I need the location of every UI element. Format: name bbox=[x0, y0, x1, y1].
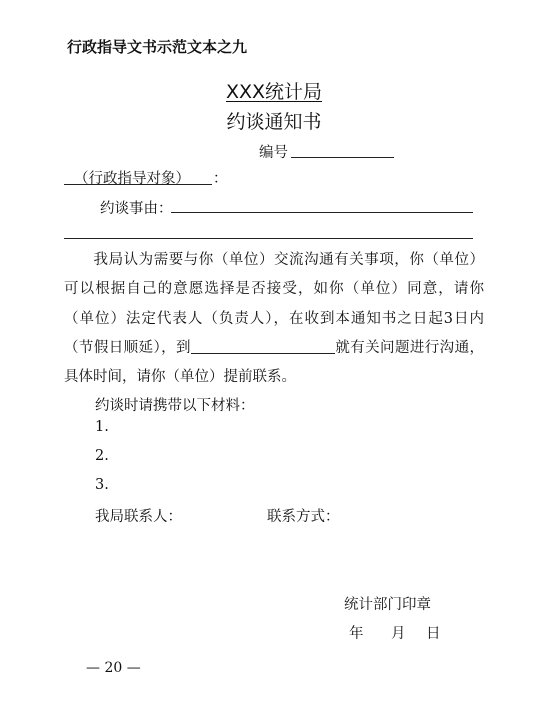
location-blank bbox=[191, 339, 335, 354]
materials-item: 3. bbox=[95, 477, 109, 493]
recipient-colon: ： bbox=[213, 171, 228, 187]
date-day: 日 bbox=[426, 626, 441, 642]
number-label: 编号 bbox=[259, 145, 288, 161]
organization-name: XXX统计局 bbox=[225, 81, 323, 103]
contact-person-label: 我局联系人： bbox=[95, 509, 182, 525]
seal-label: 统计部门印章 bbox=[344, 597, 431, 613]
recipient-label: （行政指导对象） bbox=[74, 171, 190, 187]
document-header: 行政指导文书示范文本之九 bbox=[67, 38, 248, 56]
materials-label: 约谈时请携带以下材料： bbox=[95, 398, 255, 414]
reason-label: 约谈事由： bbox=[100, 201, 173, 217]
paragraph-part-1: 我局认为需要与你（单位）交流沟通有关事项，你（单位）可以根据自己的意愿选择是否接受，如你（单位）同意，请你（单位）法定代表人（负责人），在收到本通知书之日起3日内（节假日顺延），到 bbox=[64, 252, 484, 356]
date-month: 月 bbox=[391, 626, 406, 642]
date-year: 年 bbox=[349, 626, 364, 642]
number-blank bbox=[291, 157, 394, 158]
recipient-underline bbox=[64, 184, 212, 185]
page-number: — 20 — bbox=[86, 660, 141, 676]
reason-blank-line-2 bbox=[64, 238, 473, 239]
title-organization bbox=[0, 77, 548, 104]
materials-item: 2. bbox=[95, 448, 109, 464]
notice-paragraph bbox=[64, 246, 484, 392]
contact-method-label: 联系方式： bbox=[267, 509, 340, 525]
title-document: 约谈通知书 bbox=[226, 111, 322, 133]
reason-blank-line-1 bbox=[171, 212, 473, 213]
paragraph-part-2: 就有关问题进行沟通，具体时间，请你（单位）提前联系。 bbox=[64, 339, 485, 386]
materials-item: 1. bbox=[95, 419, 109, 435]
